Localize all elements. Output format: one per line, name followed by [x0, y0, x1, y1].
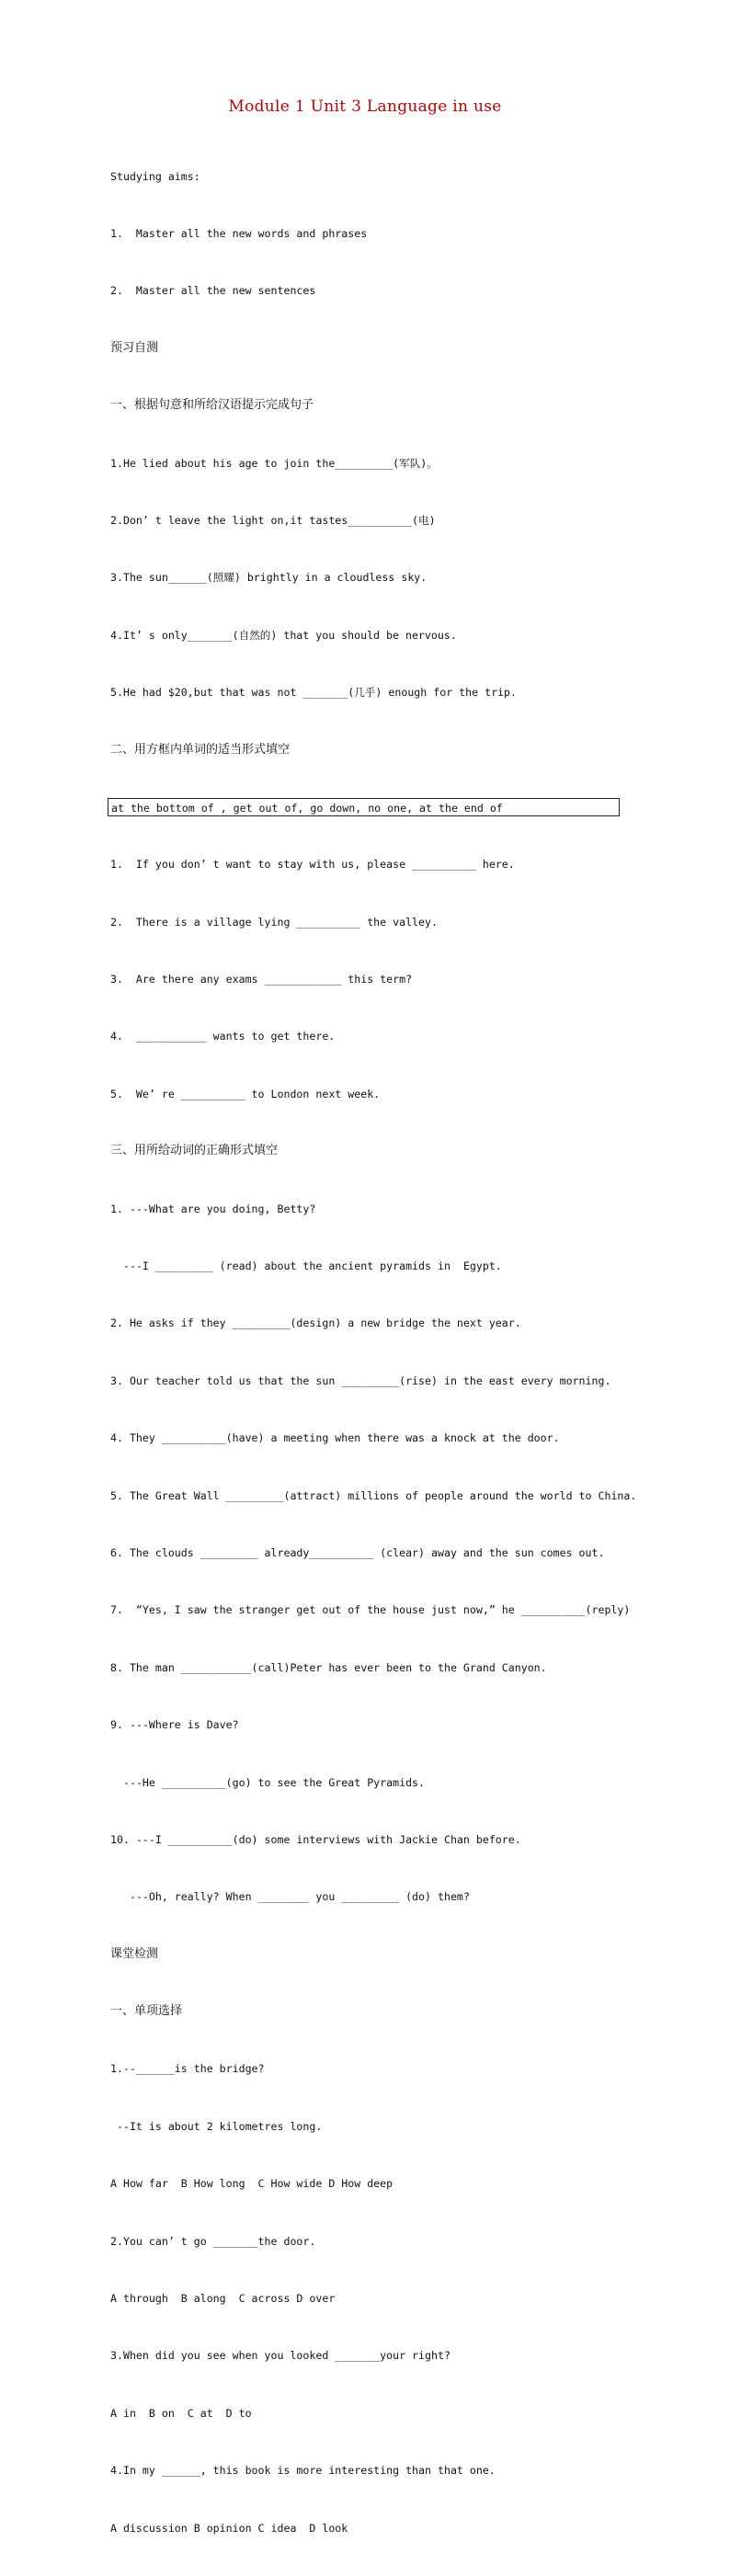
section-3-item-10-question: 10. ---I __________(do) some interviews with Jackie Chan before. [110, 1832, 521, 1846]
preview-test-heading: 预习自测 [110, 340, 159, 355]
section-1-item-5: 5.He had $20,but that was not _______(几乎) enough for the trip. [110, 686, 517, 700]
mc-item-1-options: A How far B How long C How wide D How deep [110, 2177, 394, 2191]
section-2-item-4: 4. ___________ wants to get there. [110, 1030, 336, 1043]
section-1-item-3: 3.The sun______(照耀) brightly in a cloudless sky. [110, 571, 428, 585]
section-3-item-1-question: 1. ---What are you doing, Betty? [110, 1202, 316, 1215]
page-title: Module 1 Unit 3 Language in use [228, 97, 502, 116]
word-box: at the bottom of , get out of, go down, no one, at the end of [108, 798, 620, 816]
section-1-item-4: 4.It’ s only_______(自然的) that you should be nervous. [110, 628, 457, 642]
section-3-item-1-answer: ---I _________ (read) about the ancient pyramids in Egypt. [110, 1260, 502, 1273]
section-3-item-3: 3. Our teacher told us that the sun _________(rise) in the east every morning. [110, 1373, 611, 1387]
mc-item-3-options: A in B on C at D to [110, 2406, 252, 2420]
section-2-item-2: 2. There is a village lying __________ the valley. [110, 915, 438, 929]
section-1-item-1: 1.He lied about his age to join the_________(军队)。 [110, 456, 438, 470]
mc-item-1-answer: --It is about 2 kilometres long. [110, 2119, 323, 2133]
section-2-item-3: 3. Are there any exams ____________ this term? [110, 973, 413, 986]
aim-2: 2. Master all the new sentences [110, 284, 316, 298]
mc-item-2-question: 2.You can’ t go _______the door. [110, 2234, 316, 2248]
section-1-item-2: 2.Don’ t leave the light on,it tastes__________(电) [110, 513, 436, 527]
mc-item-2-options: A through B along C across D over [110, 2292, 336, 2306]
section-3-item-7: 7. “Yes, I saw the stranger get out of the house just now,” he __________(reply) [110, 1603, 631, 1617]
section-1-heading: 一、根据句意和所给汉语提示完成句子 [110, 398, 314, 413]
section-3-item-8: 8. The man ___________(call)Peter has ever been to the Grand Canyon. [110, 1660, 547, 1674]
section-3-item-9-answer: ---He __________(go) to see the Great Pyramids. [110, 1775, 426, 1789]
mc-item-4-question: 4.In my ______, this book is more interesting than that one. [110, 2464, 496, 2478]
section-2-item-5: 5. We’ re __________ to London next week. [110, 1087, 381, 1100]
section-2-item-1: 1. If you don’ t want to stay with us, please __________ here. [110, 858, 515, 872]
section-3-item-9-question: 9. ---Where is Dave? [110, 1718, 239, 1732]
multiple-choice-heading: 一、单项选择 [110, 2004, 183, 2019]
class-test-heading: 课堂检测 [110, 1946, 159, 1961]
studying-aims-heading: Studying aims: [110, 169, 200, 183]
worksheet-body [110, 129, 644, 2576]
mc-item-1-question: 1.--______is the bridge? [110, 2062, 265, 2076]
section-3-item-6: 6. The clouds _________ already__________ (clear) away and the sun comes out. [110, 1545, 605, 1559]
section-2-heading: 二、用方框内单词的适当形式填空 [110, 742, 291, 757]
section-3-item-5: 5. The Great Wall _________(attract) millions of people around the world to China. [110, 1488, 637, 1502]
section-3-item-4: 4. They __________(have) a meeting when there was a knock at the door. [110, 1431, 560, 1445]
section-3-heading: 三、用所给动词的正确形式填空 [110, 1144, 279, 1158]
mc-item-4-options: A discussion B opinion C idea D look [110, 2521, 348, 2535]
aim-1: 1. Master all the new words and phrases [110, 226, 368, 240]
section-3-item-2: 2. He asks if they _________(design) a new bridge the next year. [110, 1316, 521, 1330]
mc-item-3-question: 3.When did you see when you looked _______your right? [110, 2349, 451, 2363]
section-3-item-10-answer: ---Oh, really? When ________ you _________ (do) them? [110, 1890, 470, 1904]
